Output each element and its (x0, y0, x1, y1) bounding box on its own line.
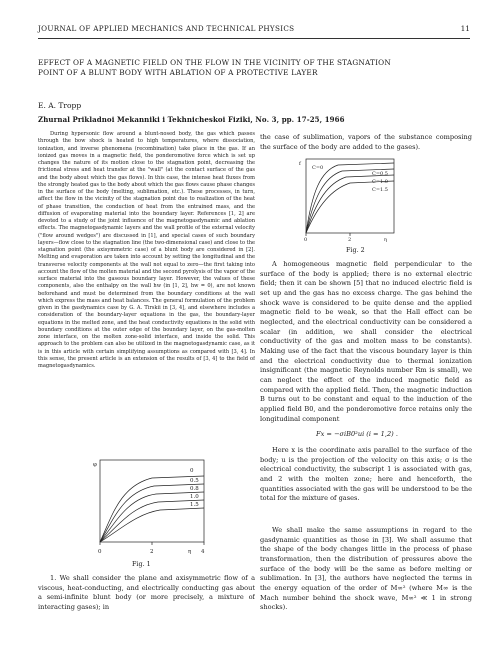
fig1-curve-label: 1.5 (190, 502, 199, 508)
fig2-caption: Fig. 2 (346, 246, 365, 254)
section-1-text (38, 574, 255, 640)
intro-paragraph: During hypersonic flow around a blunt-nosed body, the gas which passes through the bow shock is heated to high temperatures, where dissociation, ionization, and inverse phenomena (recombination) take place in the gas. If an ionized gas moves in a magnetic field, the ponderomotive force which is set up changes the nature of its motion close to the stagnation point, decreasing the frictional stress and heat transfer at the "wall" (at the contact surface of the gas and the body about which the gas flows). In this case, the intense heat fluxes from the strongly heated gas to the body about which the gas flows cause phase changes in the surface of the body (melting, sublimation, etc.). These processes, in turn, affect the flow in the vicinity of the stagnation point due to realization of the heat of phase transition, the conduction of heat from the entrained mass, and the diffusion of evaporating material into the boundary layer. References [1, 2] are devoted to a study of the joint influence of the magnetogasdynamic and ablation effects. The magnetogasdynamic layers and the wall profile of the external velocity ("flow around wedges") are discussed in [1], and special cases of such boundary layers—flow close to the stagnation line (the two-dimensional case) and close to the stagnation point (the axisymmetric case) of a blunt body are considered in [2]. Melting and evaporation are taken into account by setting the longitudinal and the transverse velocity components at the wall not equal to zero—the first taking into account the flow of the molten material and the second pyrolysis of the vapor of the surface material into the gaseous boundary layer. However, the values of these components, also the enthalpy on the wall hw (in [1, 2], hw = 0), are not known beforehand and must be determined from the boundary conditions at the wall which express the mass and heat balances. The general formulation of the problem given in the gasdynamics case by G. A. Tirskii in [3, 4], and elsewhere includes a consideration of the boundary-layer equations in the gas, the boundary-layer equations in the melted zone, and the heat conductivity equations in the solid with boundary conditions at the outer edge of the boundary layer, on the gas-molten zone interface, on the molten zone-solid interface, and inside the solid. This approach to the problem can also be utilized in the magnetogasdynamic case, as it is in this article with certain simplifying assumptions as compared with [3, 4]. In this sense, the present article is an extension of the results of [3, 4] to the field of magnetogasdynamics. (38, 131, 255, 369)
running-header (38, 24, 470, 36)
column-2-para3 (260, 526, 472, 640)
fig1-curve-label: 0.5 (190, 478, 199, 484)
fig2-curve-label: C=1.0 (372, 179, 388, 185)
fig2-ylabel: f (299, 161, 301, 167)
figure-2 (298, 153, 402, 243)
fig1-xtick: 4 (201, 549, 205, 555)
fig1-curve-label: 1.0 (190, 494, 199, 500)
article-author: E. A. Tropp (38, 101, 82, 110)
fig1-xtick: 0 (98, 549, 102, 555)
ponderomotive-equation: Fx = −σiB0²ui (i = 1,2) . (316, 430, 398, 438)
fig1-caption: Fig. 1 (132, 560, 151, 568)
column-1-text (38, 131, 255, 453)
fig2-curve-label: C=0.5 (372, 171, 388, 177)
article-title: EFFECT OF A MAGNETIC FIELD ON THE FLOW IN THE VICINITY OF THE STAGNATION POINT OF A BLUNT BODY WITH ABLATION OF A PROTECTIVE LAYER (38, 58, 391, 78)
fig1-curve-label: 0.8 (190, 486, 199, 492)
column-2-para2 (260, 446, 472, 526)
fig1-curve (100, 492, 204, 542)
header-rule (38, 38, 470, 39)
fig1-curve (100, 508, 204, 542)
fig1-ylabel: φ (93, 462, 97, 468)
fig1-xlabel: η (188, 549, 192, 555)
col2-paragraph-1: A homogeneous magnetic field perpendicular to the surface of the body is applied; there is no external electric field; then it can be shown [5] that no induced electric field is set up and the gas has no excess charge. The gas behind the shock wave is considered to be quite dense and the applied magnetic field to be weak, so that the Hall effect can be neglected, and the electrical conductivity can be considered a scalar (in addition, we shall consider the electrical conductivity of the gas and molten mass to be constants). Making use of the fact that the viscous boundary layer is thin and the electrical conductivity due to thermal ionization insignificant (the magnetic Reynolds number Rm is small), we can neglect the effect of the induced magnetic field as compared with the applied field. Then, the magnetic induction B turns out to be constant and equal to the induction of the applied field B0, and the ponderomotive force retains only the longitudinal component (260, 260, 472, 423)
fig2-curve-label: C=0 (312, 165, 324, 171)
fig1-curve-label: 0 (190, 468, 194, 474)
fig2-curve-label: C=1.5 (372, 187, 388, 193)
figure-1 (92, 456, 212, 556)
article-citation: Zhurnal Prikladnoi Mekanniki i Tekhnicheskoi Fiziki, No. 3, pp. 17-25, 1966 (38, 115, 345, 124)
journal-name: JOURNAL OF APPLIED MECHANICS AND TECHNICAL PHYSICS (38, 24, 295, 33)
col2-paragraph-2: Here x is the coordinate axis parallel to the surface of the body; u is the projection of the velocity on this axis; σ is the electrical conductivity, the subscript 1 is associated with gas, and 2 with the molten zone; here and henceforth, the quantities associated with the gas will be understood to be the total for the mixture of gases. (260, 446, 472, 503)
fig2-xtick: 0 (304, 237, 308, 243)
section-1-paragraph: 1. We shall consider the plane and axisymmetric flow of a viscous, heat-conducting, and electrically conducting gas about a semi-infinite blunt body (or more precisely, a mixture of interacting gases); in (38, 574, 255, 611)
page-number: 11 (460, 24, 470, 33)
fig2-xtick: 2 (348, 237, 352, 243)
column-2-para1 (260, 260, 472, 428)
col2-top-paragraph: the case of sublimation, vapors of the substance composing the surface of the body are added to the gases). (260, 133, 472, 151)
col2-paragraph-3: We shall make the same assumptions in regard to the gasdynamic quantities as those in [3]. We shall assume that the shape of the body changes little in the process of phase transformation, then the distribution of pressures above the surface of the body will be the same as before melting or sublimation. In [3], the authors have neglected the terms in the energy equation of the order of M∞² (where M∞ is the Mach number behind the shock wave, M∞² ≪ 1 in strong shocks). (260, 526, 472, 612)
column-2-top (260, 133, 472, 155)
fig1-xtick: 2 (150, 549, 154, 555)
fig2-xlabel: η (384, 237, 387, 243)
